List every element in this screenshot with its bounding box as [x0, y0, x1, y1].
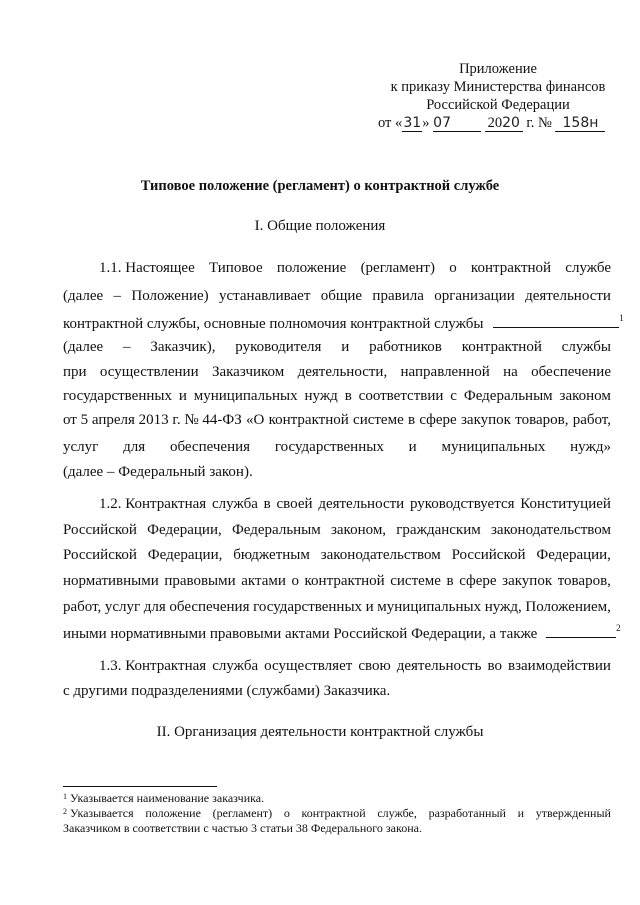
date-prefix: от «	[378, 115, 403, 131]
footnote-1-text: Указывается наименование заказчика.	[70, 791, 265, 805]
footnote-1-mark: 1	[63, 792, 67, 801]
p11-line-9: (далее – Федеральный закон).	[63, 464, 253, 480]
footnote-2-line-2: Заказчиком в соответствии с частью 3 статьи 38 Федерального закона.	[63, 821, 422, 835]
p11-line-6: государственных и муниципальных нужд в соответствии с Федеральным законом	[63, 388, 611, 404]
order-ref: к приказу Министерства финансов	[390, 79, 606, 95]
footnote-1	[63, 791, 611, 806]
year-prefix: 20	[487, 115, 503, 131]
order-number: 158н	[555, 116, 605, 132]
p12-line-2: Российской Федерации, Федеральным законом, гражданским законодательством	[63, 522, 611, 538]
order-month: 07	[433, 116, 481, 132]
order-day: 31	[403, 115, 422, 131]
p12-line-4: нормативными правовыми актами о контрактной системе в сфере закупок товаров,	[63, 573, 611, 589]
p11-line-3: контрактной службы, основные полномочия контрактной службы $^1$	[63, 313, 624, 332]
regulation-blank	[546, 622, 616, 638]
date-mid: »	[422, 115, 430, 131]
footnote-ref-1: 1	[619, 313, 624, 323]
footnote-separator	[63, 786, 217, 787]
p12-line-6: иными нормативными правовыми актами Российской Федерации, а также $^2$	[63, 623, 621, 642]
p11-line-7: от 5 апреля 2013 г. № 44-ФЗ «О контрактной системе в сфере закупок товаров, работ,	[63, 412, 611, 428]
order-year	[485, 116, 523, 132]
order-date-line	[378, 114, 605, 132]
p11-line-8: услуг для обеспечения государственных и муниципальных нужд»	[63, 439, 611, 455]
p12-line-3: Российской Федерации, бюджетным законодательством Российской Федерации,	[63, 547, 611, 563]
appendix-label: Приложение	[459, 61, 537, 77]
footnote-2-line-1: $^2$ Указывается положение (регламент) о контрактной службе, разработанный и утвержденный	[63, 806, 611, 820]
p11-line-1: 1.1. Настоящее Типовое положение (регламент) о контрактной службе	[99, 260, 611, 276]
p13-line-2: с другими подразделениями (службами) Заказчика.	[63, 683, 391, 699]
document-title: Типовое положение (регламент) о контрактной службе	[140, 178, 500, 194]
footnote-ref-2: 2	[616, 623, 621, 633]
p11-line-2: (далее – Положение) устанавливает общие правила организации деятельности	[63, 288, 611, 304]
customer-name-blank	[493, 312, 619, 328]
country-ref: Российской Федерации	[426, 97, 570, 113]
p12-line-5: работ, услуг для обеспечения государственных и муниципальных нужд, Положением,	[63, 599, 611, 615]
number-label: г. №	[526, 115, 552, 131]
footnote-2-mark: 2	[63, 807, 67, 816]
section-2-heading: II. Организация деятельности контрактной службы	[156, 724, 484, 740]
p12-line-1: 1.2. Контрактная служба в своей деятельности руководствуется Конституцией	[99, 496, 611, 512]
year-suffix: 20	[502, 115, 520, 131]
section-1-heading: I. Общие положения	[254, 218, 386, 234]
p11-line-5: при осуществлении Заказчиком деятельности, направленной на обеспечение	[63, 364, 611, 380]
p11-line-4: (далее – Заказчик), руководителя и работников контрактной службы	[63, 339, 611, 355]
p13-line-1: 1.3. Контрактная служба осуществляет свою деятельность во взаимодействии	[99, 658, 611, 674]
